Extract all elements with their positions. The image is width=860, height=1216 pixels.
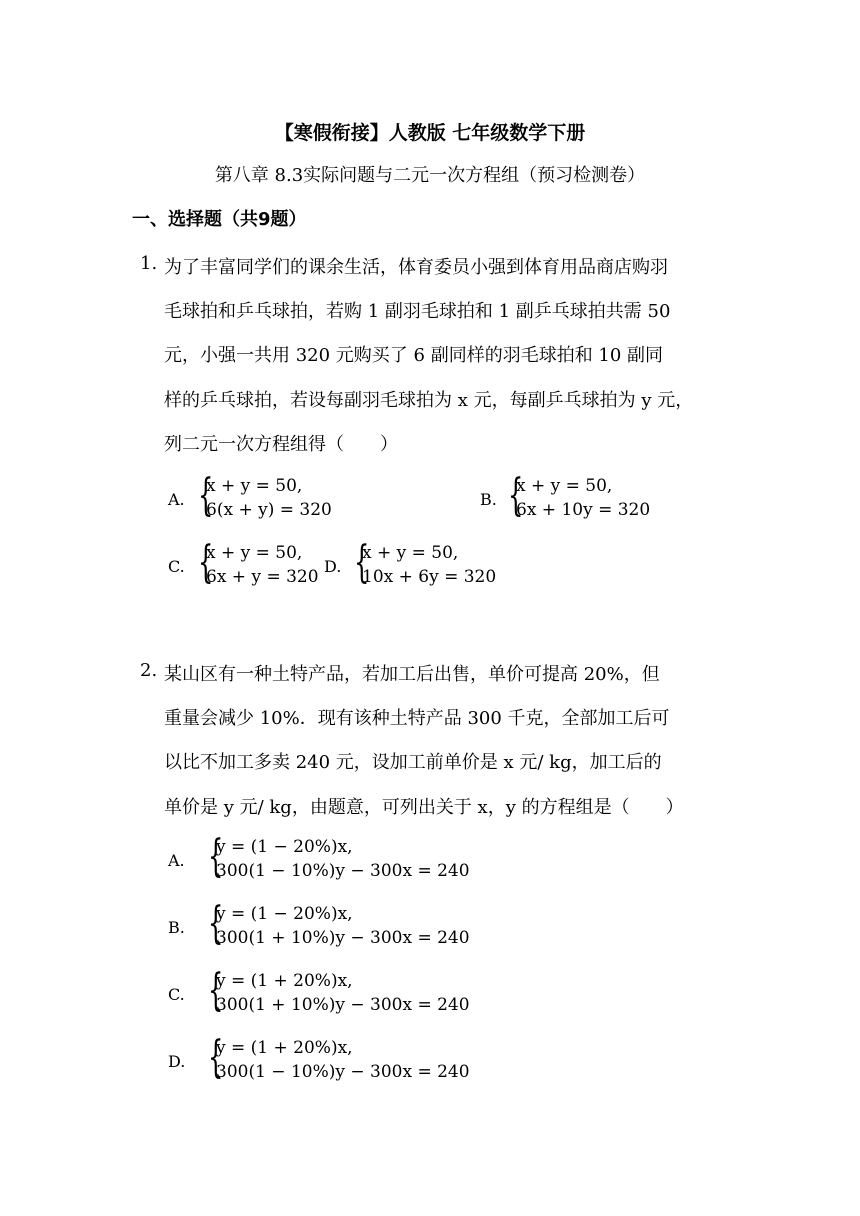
equation: 6x + y = 320 xyxy=(206,567,319,587)
equation: y = (1 − 20%)x, xyxy=(216,904,353,924)
equation: 300(1 − 10%)y − 300x = 240 xyxy=(216,861,470,881)
question-text-line: 单价是 y 元/ kg，由题意，可列出关于 x，y 的方程组是（ ） xyxy=(164,797,684,818)
question-text-line: 样的乒乓球拍，若设每副羽毛球拍为 x 元，每副乒乓球拍为 y 元， xyxy=(164,390,694,411)
equation-system xyxy=(516,474,650,522)
question-text-line: 某山区有一种土特产品，若加工后出售，单价可提高 20%，但 xyxy=(164,664,660,685)
question-text-line: 元，小强一共用 320 元购买了 6 副同样的羽毛球拍和 10 副同 xyxy=(164,345,664,366)
brace-icon: { xyxy=(208,1032,224,1083)
option-label: D. xyxy=(168,1052,186,1071)
option-label: C. xyxy=(168,985,185,1004)
document-title: 【寒假衔接】人教版 七年级数学下册 xyxy=(274,122,586,144)
option-label: C. xyxy=(168,557,185,576)
equation-system xyxy=(216,835,470,883)
section-heading: 一、选择题（共9题） xyxy=(132,209,307,230)
equation: 6x + 10y = 320 xyxy=(516,500,651,520)
option-label: A. xyxy=(168,851,185,870)
equation: x + y = 50, xyxy=(362,543,459,563)
equation-system xyxy=(362,541,496,589)
brace-icon: { xyxy=(208,965,224,1016)
brace-icon: { xyxy=(354,537,370,588)
brace-icon: { xyxy=(198,537,214,588)
question-number: 1. xyxy=(140,253,158,274)
option-label: D. xyxy=(324,557,342,576)
equation: 300(1 + 10%)y − 300x = 240 xyxy=(216,928,470,948)
equation-system xyxy=(216,969,470,1017)
question-text-line: 毛球拍和乒乓球拍，若购 1 副羽毛球拍和 1 副乒乓球拍共需 50 xyxy=(164,301,671,322)
option-label: B. xyxy=(480,490,497,509)
option-label: B. xyxy=(168,918,185,937)
question-text-line: 以比不加工多卖 240 元，设加工前单价是 x 元/ kg，加工后的 xyxy=(164,752,662,773)
brace-icon: { xyxy=(208,898,224,949)
equation: 10x + 6y = 320 xyxy=(362,567,497,587)
equation-system xyxy=(216,902,470,950)
equation: y = (1 − 20%)x, xyxy=(216,837,353,857)
equation-system xyxy=(206,474,332,522)
equation: 300(1 + 10%)y − 300x = 240 xyxy=(216,995,470,1015)
question-number: 2. xyxy=(140,660,158,681)
option-label: A. xyxy=(168,490,185,509)
equation: 6(x + y) = 320 xyxy=(206,500,332,520)
equation: y = (1 + 20%)x, xyxy=(216,1038,353,1058)
question-text-line: 重量会减少 10%．现有该种土特产品 300 千克，全部加工后可 xyxy=(164,708,670,729)
brace-icon: { xyxy=(208,831,224,882)
equation: x + y = 50, xyxy=(206,543,303,563)
brace-icon: { xyxy=(508,470,524,521)
equation: y = (1 + 20%)x, xyxy=(216,971,353,991)
question-text-line: 列二元一次方程组得（ ） xyxy=(164,434,398,455)
equation: x + y = 50, xyxy=(206,476,303,496)
equation: x + y = 50, xyxy=(516,476,613,496)
question-text-line: 为了丰富同学们的课余生活，体育委员小强到体育用品商店购羽 xyxy=(164,257,668,278)
equation: 300(1 − 10%)y − 300x = 240 xyxy=(216,1062,470,1082)
equation-system xyxy=(206,541,319,589)
equation-system xyxy=(216,1036,470,1084)
document-subtitle: 第八章 8.3实际问题与二元一次方程组（预习检测卷） xyxy=(214,165,646,186)
brace-icon: { xyxy=(198,470,214,521)
